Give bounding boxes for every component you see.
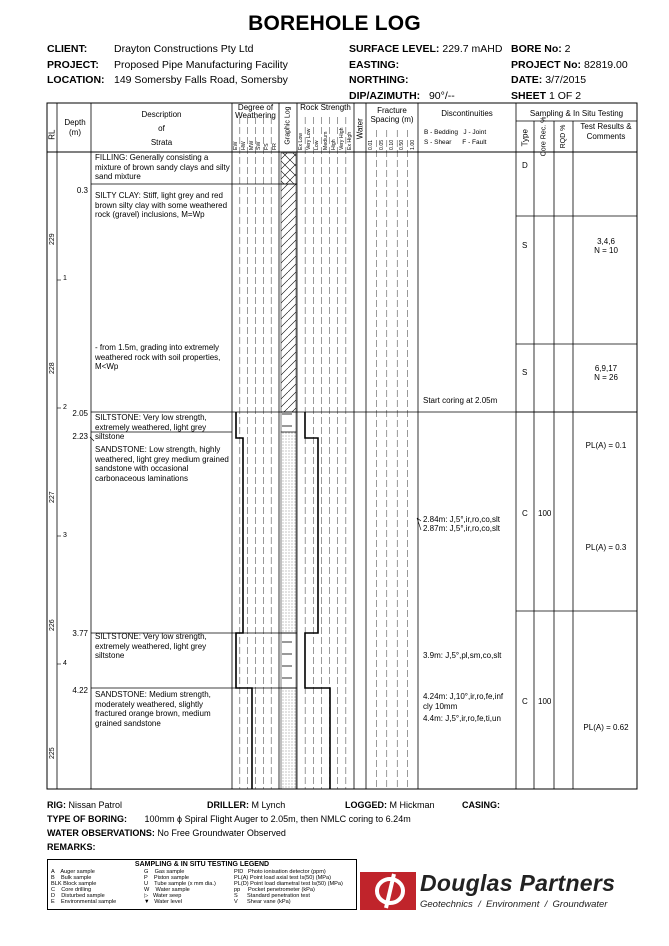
test-result: PL(A) = 0.1	[585, 441, 627, 450]
rig-label: RIG:	[47, 800, 66, 810]
surface-level-value: 229.7 mAHD	[442, 43, 503, 55]
col-sampling: Sampling & In Situ Testing	[529, 109, 624, 118]
legend-title: SAMPLING & IN SITU TESTING LEGEND	[134, 861, 270, 868]
legend-item: C Core drilling	[51, 886, 92, 893]
legend-item: pp Pocket penetrometer (kPa)	[234, 886, 315, 893]
depth-tick-label: 4	[63, 660, 67, 667]
date-value: 3/7/2015	[545, 74, 587, 86]
column-code: 0.50	[399, 139, 406, 150]
col-rqd: RQD %	[560, 124, 567, 149]
test-result: PL(A) = 0.3	[585, 543, 627, 552]
sample-type: S	[522, 241, 528, 250]
column-code: 0.01	[368, 139, 375, 150]
strata-description: SANDSTONE: Low strength, highly weathered, light grey medium grained sandstone with occasional carbonaceous laminations	[95, 445, 229, 483]
legend-item: ▷ Water seep	[144, 892, 182, 899]
location-label: LOCATION:	[47, 74, 105, 86]
project-no-label: PROJECT No:	[511, 58, 582, 71]
sheet-label: SHEET	[511, 89, 547, 102]
project-value: Proposed Pipe Manufacturing Facility	[114, 58, 288, 71]
column-code: High	[330, 139, 337, 150]
legend-item: BLK Block sample	[51, 880, 97, 887]
test-result: PL(A) = 0.62	[583, 723, 629, 732]
column-code: FR	[272, 143, 279, 150]
discontinuity-note: 4.24m: J,10°,ir,ro,fe,inf	[423, 692, 504, 701]
driller-value: M Lynch	[251, 800, 286, 810]
legend-item: P Piston sample	[144, 874, 189, 881]
location-value: 149 Somersby Falls Road, Somersby	[114, 74, 288, 86]
depth-tick-label: 3	[63, 532, 67, 539]
casing-label: CASING:	[462, 800, 500, 810]
driller	[207, 800, 285, 810]
discontinuity-note: 2.87m: J,5°,ir,ro,co,slt	[423, 524, 501, 533]
sample-type: C	[522, 509, 528, 518]
dip-value: 90°/--	[428, 89, 455, 102]
legend-item: V Shear vane (kPa)	[234, 898, 291, 905]
project-label: PROJECT:	[47, 58, 99, 71]
sampling-legend	[47, 859, 357, 910]
rl-label: 225	[49, 747, 56, 759]
discontinuity-note: 2.84m: J,5°,ir,ro,co,slt	[423, 515, 501, 524]
column-code: Medium	[322, 131, 329, 150]
col-rock-strength: Rock Strength	[300, 103, 351, 112]
legend-item: D Disturbed sample	[51, 892, 105, 899]
logo-mark-icon	[360, 872, 416, 910]
legend-item: PL(A) Point load axial test Is(50) (MPa)	[234, 874, 331, 881]
column-code: 0.05	[378, 139, 385, 150]
disc-legend-1: B - Bedding J - Joint	[424, 129, 487, 136]
sample-type: S	[522, 368, 528, 377]
strata-description: SILTSTONE: Very low strength, extremely weathered, light grey siltstone	[95, 413, 207, 442]
sample-type: D	[522, 161, 528, 170]
legend-item: S Standard penetration test	[234, 892, 310, 899]
column-code: Ex High	[346, 131, 353, 150]
column-code: Very Low	[306, 128, 313, 150]
easting-label: EASTING:	[349, 58, 400, 71]
logo-tagline: Geotechnics / Environment / Groundwater	[420, 899, 608, 910]
legend-item: PL(D) Point load diametral test Is(50) (MPa)	[234, 880, 343, 887]
test-result: 6,9,17	[594, 364, 618, 373]
strata-depth: 2.05	[72, 409, 88, 418]
column-code: Ex Low	[298, 132, 305, 150]
test-result: N = 10	[594, 246, 618, 255]
dip-label: DIP/AZIMUTH:	[349, 89, 421, 102]
rl-label: 227	[49, 491, 56, 503]
column-code: 1.00	[409, 139, 416, 150]
page-title: BOREHOLE LOG	[248, 12, 421, 35]
remarks-label: REMARKS:	[47, 842, 96, 852]
strata-description: FILLING: Generally consisting a mixture of brown sandy clays and silty sand mixture	[95, 153, 230, 182]
discontinuity-note: 3.9m: J,5°,pl,sm,co,slt	[423, 651, 502, 660]
col-type: Type	[520, 129, 530, 147]
column-code: MW	[248, 140, 255, 150]
column-code: FS	[264, 143, 271, 150]
rig-value: Nissan Patrol	[68, 800, 123, 810]
col-depth: Depth (m)	[64, 118, 86, 137]
date-label: DATE:	[511, 74, 543, 86]
col-weathering: Degree of Weathering	[235, 103, 276, 120]
type-of-boring	[47, 814, 411, 824]
legend-item: PID Photo ionisation detector (ppm)	[234, 869, 326, 875]
water-value: No Free Groundwater Observed	[157, 828, 286, 838]
column-code: HW	[240, 141, 247, 150]
water-observations	[47, 828, 286, 838]
strata-description: - from 1.5m, grading into extremely weathered rock with soil properties, M<Wp	[95, 343, 221, 372]
strata-depth: 3.77	[72, 629, 88, 638]
legend-item: W Water sample	[144, 886, 190, 893]
test-result: 3,4,6	[597, 237, 615, 246]
strata-depth: 2.23	[72, 432, 88, 441]
strata-description: SILTSTONE: Very low strength, extremely weathered, light grey siltstone	[95, 632, 207, 661]
bore-value: 2	[564, 43, 571, 55]
boring-value: 100mm ϕ Spiral Flight Auger to 2.05m, then NMLC coring to 6.24m	[144, 814, 411, 824]
logged-value: M Hickman	[389, 800, 435, 810]
test-result: N = 26	[594, 373, 618, 382]
core-recovery: 100	[538, 697, 552, 706]
column-code: SW	[256, 141, 263, 150]
legend-item: G Gas sample	[144, 869, 185, 875]
project-no-value: 82819.00	[583, 58, 628, 71]
col-desc-3: Strata	[150, 138, 173, 147]
strata-description: SANDSTONE: Medium strength, moderately weathered, slightly fractured orange brown, medium grained sandstone	[95, 690, 211, 728]
col-rl: RL	[47, 129, 57, 140]
strata-description: SILTY CLAY: Stiff, light grey and red brown silty clay with some weathered rock (gravel) inclusions, M=Wp	[95, 191, 228, 220]
column-code: Very High	[338, 127, 345, 150]
logged-label: LOGGED:	[345, 800, 387, 810]
disc-legend-2: S - Shear F - Fault	[424, 139, 487, 146]
discontinuity-note: cly 10mm	[423, 702, 458, 711]
sample-type: C	[522, 697, 528, 706]
strata-depth: 4.22	[72, 686, 88, 695]
rl-label: 229	[49, 233, 56, 245]
remarks	[47, 842, 96, 852]
rl-label: 226	[49, 619, 56, 631]
discontinuity-note: Start coring at 2.05m	[423, 396, 498, 405]
core-recovery: 100	[538, 509, 552, 518]
casing	[462, 800, 500, 810]
surface-level-label: SURFACE LEVEL:	[349, 43, 440, 55]
col-water: Water	[355, 118, 365, 140]
col-fracture: Fracture Spacing (m)	[370, 106, 414, 124]
column-code: 0.10	[389, 139, 395, 150]
col-core-rec: Core Rec. %	[540, 116, 548, 157]
logged	[345, 800, 435, 810]
bore-label: BORE No:	[511, 43, 562, 55]
logo-name: Douglas Partners	[420, 870, 616, 896]
legend-item: U Tube sample (x mm dia.)	[144, 880, 216, 887]
legend-item: A Auger sample	[51, 869, 95, 875]
driller-label: DRILLER:	[207, 800, 249, 810]
sheet-value: 1 OF 2	[548, 89, 582, 102]
legend-item: E Environmental sample	[51, 898, 117, 905]
rig	[47, 800, 122, 810]
depth-tick-label: 1	[63, 275, 67, 282]
rl-label: 228	[49, 362, 56, 374]
column-code: Low	[314, 140, 321, 150]
col-test-results: Test Results & Comments	[580, 122, 632, 141]
legend-item: ▼ Water level	[144, 898, 182, 905]
column-code: EW	[232, 141, 239, 150]
water-label: WATER OBSERVATIONS:	[47, 828, 155, 838]
strata-depth: 0.3	[76, 186, 88, 195]
legend-item: B Bulk sample	[51, 874, 92, 881]
client-label: CLIENT:	[47, 43, 88, 55]
col-desc-2: of	[158, 124, 165, 133]
col-graphic-log: Graphic Log	[284, 106, 292, 145]
northing-label: NORTHING:	[349, 74, 409, 86]
company-logo	[360, 872, 650, 912]
client-value: Drayton Constructions Pty Ltd	[114, 43, 254, 55]
col-discontinuities: Discontinuities	[441, 109, 493, 118]
col-desc-1: Description	[141, 110, 182, 119]
boring-label: TYPE OF BORING:	[47, 814, 128, 824]
depth-tick-label: 2	[63, 404, 67, 411]
discontinuity-note: 4.4m: J,5°,ir,ro,fe,ti,un	[423, 714, 501, 723]
